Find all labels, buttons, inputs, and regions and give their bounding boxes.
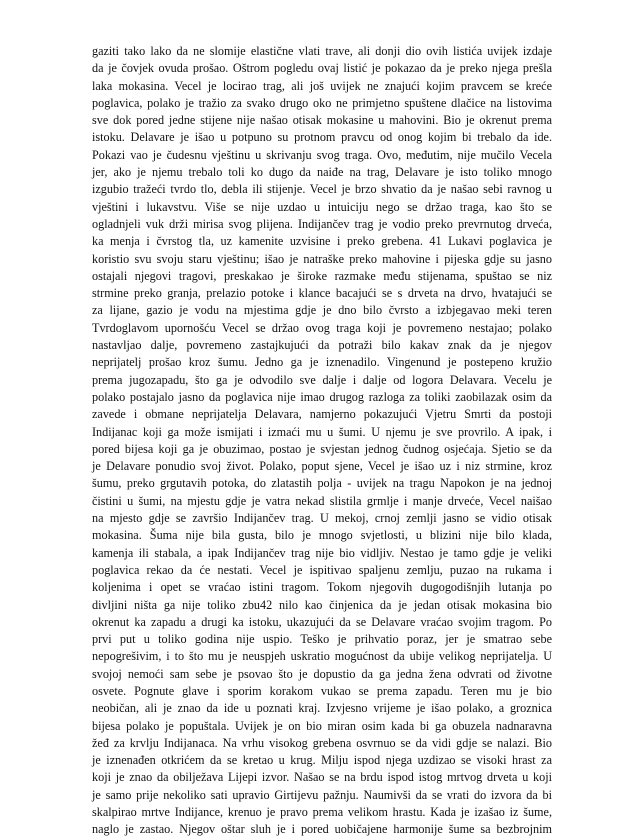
text-line: izgubio tražeći tvrdo tlo, debla ili stijenje. Vecel je brzo shvatio da je našao sebi ravnog u	[92, 182, 552, 197]
text-line: da je čovjek ovuda prošao. Oštrom pogledu ovaj listić je pokazao da je preko njega prešla	[92, 61, 552, 76]
text-line: bijesa polako je popuštala. Uvijek je on bio miran osim kada bi ga obuzela nadnaravna	[92, 718, 552, 733]
text-line: žeđ za krvlju Indijanaca. Na vrhu visokog grebena osvrnuo se da vidi gdje se nalazi. Bio	[92, 735, 552, 750]
text-line: mokasina. Šuma nije bila gusta, bilo je mnogo svjetlosti, u blizini nije bilo klada,	[92, 528, 552, 543]
text-line: istoku. Delavare je išao u potpuno su protnom pravcu od onog kojim bi trebalo da ide.	[92, 130, 552, 145]
text-line: neobičan, ali je znao da ide u poznati kraj. Izvjesno vrijeme je išao polako, a groznica	[92, 701, 552, 716]
text-line: kamenja ili stabala, a ipak Indijančev trag nije bio vidljiv. Nestao je tamo gdje je veliki	[92, 545, 552, 560]
text-line: neprijatelj prošao kroz šumu. Jedno ga je iznenadilo. Vingenund je postepeno kružio	[92, 355, 552, 370]
text-line: laka mokasina. Vecel je locirao trag, ali još uvijek ne znajući kojim pravcem se kreće	[92, 78, 552, 93]
text-line: čistini u šumi, na mjestu gdje je vatra nekad slistila grmlje i manje drveće, Vecel naišao	[92, 493, 552, 508]
text-line: okrenut ka zapadu a drugi ka istoku, ukazujući da se Delavare vraćao svojim tragom. Po	[92, 614, 552, 629]
text-line: gaziti tako lako da ne slomije elastične vlati trave, ali donji dio ovih listića uvijek izdaje	[92, 44, 552, 58]
text-line: skalpirao mrtve Indijance, krenuo je pravo prema velikom hrastu. Kada je izašao iz šume,	[92, 805, 552, 820]
text-line: zavede i obmane neprijatelja Delavara, namjerno pokazujući Vjetru Smrti da postoji	[92, 407, 552, 422]
text-line: šumu, preko grgutavih potoka, do zlatastih polja - uvijek na tragu Napokon je na jednoj	[92, 476, 552, 491]
text-line: pored bijesa koji ga je obuzimao, postao je svjestan jednog čudnog osjećaja. Sjetio se da	[92, 441, 552, 456]
text-line: poglavica, polako je tražio za svako drugo oko ne primjetno spuštene dlačice na listovima	[92, 95, 552, 110]
text-line: Pokazi vao je čudesnu vještinu u skrivanju svog traga. Ovo, međutim, nije mučilo Vecela	[92, 147, 552, 162]
text-line: je iznenađen otkrićem da se kretao u krug. Milju ispod njega uzdizao se visoki hrast za	[92, 753, 552, 768]
text-line: sve dok pored jedne stijene nije našao otisak mokasine u mahovini. Bio je okrenut prema	[92, 113, 552, 128]
text-line: Tvrdoglavom upornošću Vecel se držao ovog traga koji je povremeno nestajao; polako	[92, 320, 552, 335]
text-line: ogladnjeli vuk drži mirisa svog plijena. Indijančev trag je vodio preko prevrnutog drveća,	[92, 216, 552, 231]
text-line: divljini ništa ga nije toliko zbu42 nilo kao činjenica da je jedan otisak mokasina bio	[92, 597, 552, 612]
text-line: koji je znao da obilježava Lijepi izvor. Našao se na brdu ispod istog mrtvog drveta u koji	[92, 770, 552, 785]
text-line: za lijane, gazio je vodu na mjestima gdje je dno bilo čvrsto a izbjegavao meki teren	[92, 303, 552, 318]
text-line: jer, ako je njemu trebalo toli ko dugo da naiđe na trag, Delavare je isto toliko mnogo	[92, 165, 552, 180]
text-line: prema jugozapadu, što ga je odvodilo sve dalje i dalje od logora Delavara. Vecelu je	[92, 372, 552, 387]
text-line: je Delavare ponudio svoj život. Polako, poput sjene, Vecel je išao uz i niz strmine, kroz	[92, 459, 552, 474]
text-line: Indijanac koji ga može ismijati i izmaći mu u šumi. U njemu je sve provrilo. A ipak, i	[92, 424, 552, 439]
text-line: poglavica rekao da će nestati. Vecel je ispitivao spaljenu zemlju, puzao na rukama i	[92, 562, 552, 577]
text-line: ostajali njegovi tragovi, preskakao je široke razmake među stijenama, spuštao se niz	[92, 268, 552, 283]
text-line: naglo je zastao. Njegov oštar sluh je i pored uobičajene harmonije šume sa bezbrojnim	[92, 822, 552, 837]
text-line: svojoj nemoći sam sebe je psovao što je dopustio da ga jedna žena odvrati od životne	[92, 666, 552, 681]
body-text	[92, 43, 552, 839]
text-line: ka menja i čvrstog tla, uz kamenite uzvisine i preko grebena. 41 Lukavi poglavica je	[92, 234, 552, 249]
text-line: nepogrešivim, i to što mu je neuspjeh uskratio mogućnost da ubije velikog neprijatelja. U	[92, 649, 552, 664]
text-line: prvi put u toliko godina nije uspio. Teško je prihvatio poraz, jer je smatrao sebe	[92, 632, 552, 647]
text-line: polako postajalo jasno da poglavica nije imao drugog razloga za toliki zaobilazak osim da	[92, 389, 552, 404]
text-line: koljenima i opet se vraćao istini tragom. Tokom njegovih dugogodišnjih lutanja po	[92, 580, 552, 595]
text-line: nastavljao dalje, povremeno zastajkujući da potraži bilo kakav znak da je njegov	[92, 338, 552, 353]
text-line: osvete. Pognute glave i sporim korakom vukao se prema zapadu. Teren mu je bio	[92, 683, 552, 698]
text-line: koristio svu svoju staru vještinu; išao je natraške preko mahovine i pijeska gdje su jasno	[92, 251, 552, 266]
text-line: vještini i lukavstvu. Više se nije uzdao u intuiciju nego se držao traga, kao što se	[92, 199, 552, 214]
text-line: je samo prije nekoliko sati upravio Girtijevu pažnju. Naumivši da se vrati do izvora da bi	[92, 787, 552, 802]
text-line: na mjesto gdje se završio Indijančev trag. U mekoj, crnoj zemlji jasno se vidio otisak	[92, 511, 552, 526]
text-line: strmine preko granja, prelazio potoke i klance bacajući se s drveta na drvo, hvatajući se	[92, 286, 552, 301]
